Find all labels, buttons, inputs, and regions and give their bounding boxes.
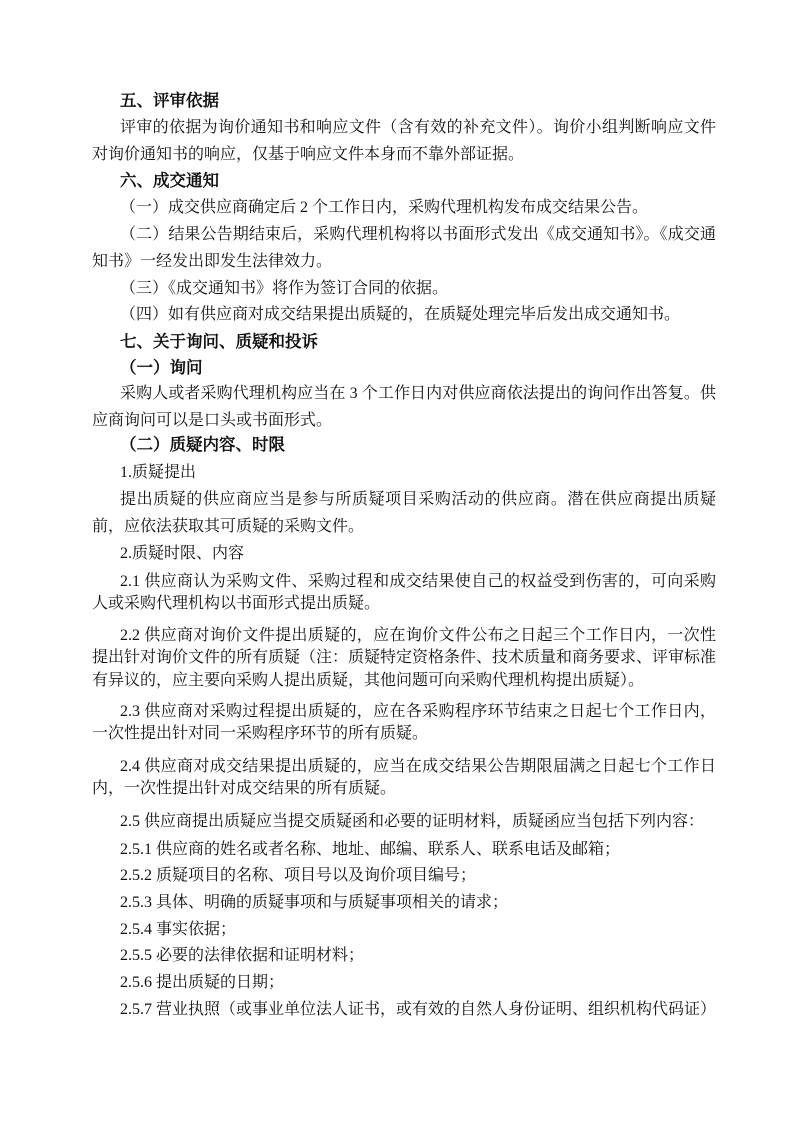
paragraph: 2.5.7 营业执照（或事业单位法人证书，或有效的自然人身份证明、组织机构代码证） xyxy=(120,1001,717,1018)
section-heading: （二）质疑内容、时限 xyxy=(120,436,285,454)
paragraph: 2.5.6 提出质疑的日期； xyxy=(120,974,285,991)
paragraph: 2.3 供应商对采购过程提出质疑的，应在各采购程序环节结束之日起七个工作日内，一次性提出针对同一采购程序环节的所有质疑。 xyxy=(92,703,716,743)
paragraph: 评审的依据为询价通知书和响应文件（含有效的补充文件）。询价小组判断响应文件对询价通知书的响应，仅基于响应文件本身而不靠外部证据。 xyxy=(92,119,716,163)
section-heading: 七、关于询问、质疑和投诉 xyxy=(120,333,318,351)
section-heading: 六、成交通知 xyxy=(120,172,219,190)
paragraph: 2.1 供应商认为采购文件、采购过程和成交结果使自己的权益受到伤害的，可向采购人或采购代理机构以书面形式提出质疑。 xyxy=(92,573,716,613)
section-heading: （一）询问 xyxy=(120,359,203,377)
paragraph: （一）成交供应商确定后 2 个工作日内，采购代理机构发布成交结果公告。 xyxy=(120,199,649,216)
paragraph: 2.4 供应商对成交结果提出质疑的，应当在成交结果公告期限届满之日起七个工作日内，一次性提出针对成交结果的所有质疑。 xyxy=(92,758,716,798)
paragraph: 采购人或者采购代理机构应当在 3 个工作日内对供应商依法提出的询问作出答复。供应商询问可以是口头或书面形式。 xyxy=(92,385,716,429)
paragraph: （二）结果公告期结束后，采购代理机构将以书面形式发出《成交通知书》。《成交通知书》一经发出即发生法律效力。 xyxy=(92,226,716,270)
paragraph: （四）如有供应商对成交结果提出质疑的，在质疑处理完毕后发出成交通知书。 xyxy=(120,306,681,323)
paragraph: 提出质疑的供应商应当是参与所质疑项目采购活动的供应商。潜在供应商提出质疑前，应依法获取其可质疑的采购文件。 xyxy=(92,491,716,535)
paragraph: 2.5.3 具体、明确的质疑事项和与质疑事项相关的请求； xyxy=(120,894,509,911)
section-heading: 五、评审依据 xyxy=(120,92,219,110)
paragraph: 1.质疑提出 xyxy=(120,464,197,481)
paragraph: 2.5.4 事实依据； xyxy=(120,921,237,938)
paragraph: （三）《成交通知书》将作为签订合同的依据。 xyxy=(120,280,449,297)
paragraph: 2.5.1 供应商的姓名或者名称、地址、邮编、联系人、联系电话及邮箱； xyxy=(120,841,621,858)
paragraph: 2.质疑时限、内容 xyxy=(120,545,245,562)
paragraph: 2.2 供应商对询价文件提出质疑的，应在询价文件公布之日起三个工作日内，一次性提出针对询价文件的所有质疑（注：质疑特定资格条件、技术质量和商务要求、评审标准有异议的，应主要向采购人提出质疑，其他问题可向采购代理机构提出质疑）。 xyxy=(92,627,717,689)
paragraph: 2.5.5 必要的法律依据和证明材料； xyxy=(120,947,365,964)
paragraph: 2.5 供应商提出质疑应当提交质疑函和必要的证明材料，质疑函应当包括下列内容： xyxy=(120,813,705,830)
paragraph: 2.5.2 质疑项目的名称、项目号以及询价项目编号； xyxy=(120,867,477,884)
